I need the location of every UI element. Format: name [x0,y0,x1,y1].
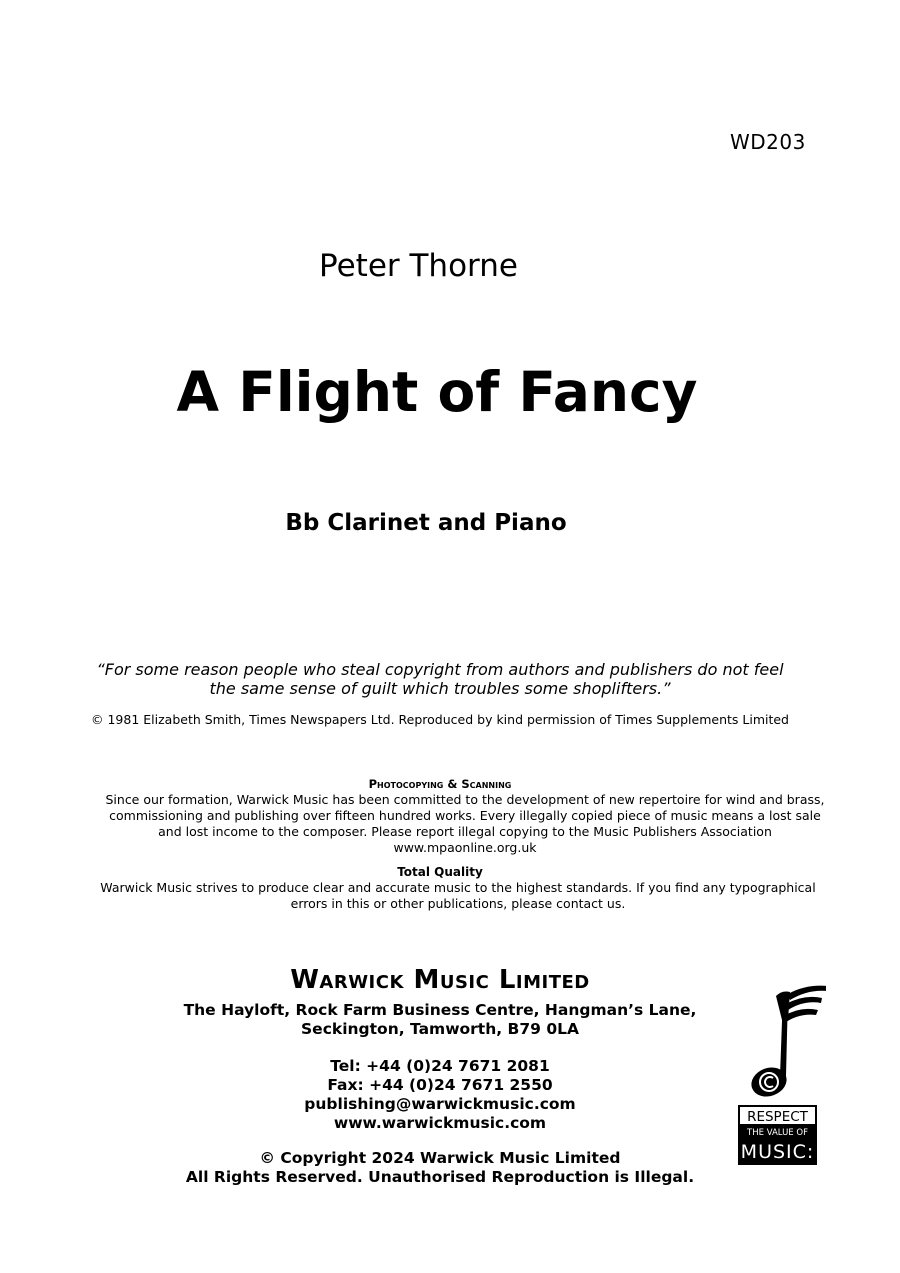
logo-respect-text: RESPECT [738,1105,817,1126]
publisher-email: publishing@warwickmusic.com [304,1095,576,1113]
photocopying-text: Since our formation, Warwick Music has been committed to the development of new repertoire for wind and brass, commissioning and publishing over fifteen hundred works. Every illegally copied piece of music means a lost sale and lost income to the composer. Please report illegal copying to the Music Publishers Association www.mpaonline.org.uk [105,792,825,855]
catalog-number: WD203 [730,130,806,154]
quote-line-1: “For some reason people who steal copyright from authors and publishers do not feel [96,660,784,679]
logo-music-text: MUSIC: [738,1140,817,1165]
total-quality-text: Warwick Music strives to produce clear and accurate music to the highest standards. If you find any typographical errors in this or other publications, please contact us. [100,880,816,911]
rights-notice: All Rights Reserved. Unauthorised Reproduction is Illegal. [185,1168,695,1186]
photocopying-heading: Photocopying & Scanning [368,777,512,791]
composer-name: Peter Thorne [319,248,518,284]
publisher-address-line-2: Seckington, Tamworth, B79 0LA [301,1020,579,1038]
publisher-website: www.warwickmusic.com [333,1114,547,1132]
publisher-fax: Fax: +44 (0)24 7671 2550 [327,1076,553,1094]
publisher-address-line-1: The Hayloft, Rock Farm Business Centre, Hangman’s Lane, [183,1001,697,1019]
piece-title: A Flight of Fancy [176,360,698,424]
publisher-name: Warwick Music Limited [290,965,590,995]
quote-line-2: the same sense of guilt which troubles some shoplifters.” [209,679,671,698]
quote-credit: © 1981 Elizabeth Smith, Times Newspapers Ltd. Reproduced by kind permission of Times Supplements Limited [91,712,789,727]
copyright-quote [0,660,880,698]
copyright-notice: © Copyright 2024 Warwick Music Limited [259,1149,621,1167]
total-quality-heading: Total Quality [397,865,483,879]
music-note-copyright-icon [736,980,826,1106]
instrumentation: Bb Clarinet and Piano [285,510,567,536]
respect-music-logo [736,980,826,1170]
publisher-telephone: Tel: +44 (0)24 7671 2081 [330,1057,550,1075]
logo-value-text: THE VALUE OF [738,1125,817,1141]
